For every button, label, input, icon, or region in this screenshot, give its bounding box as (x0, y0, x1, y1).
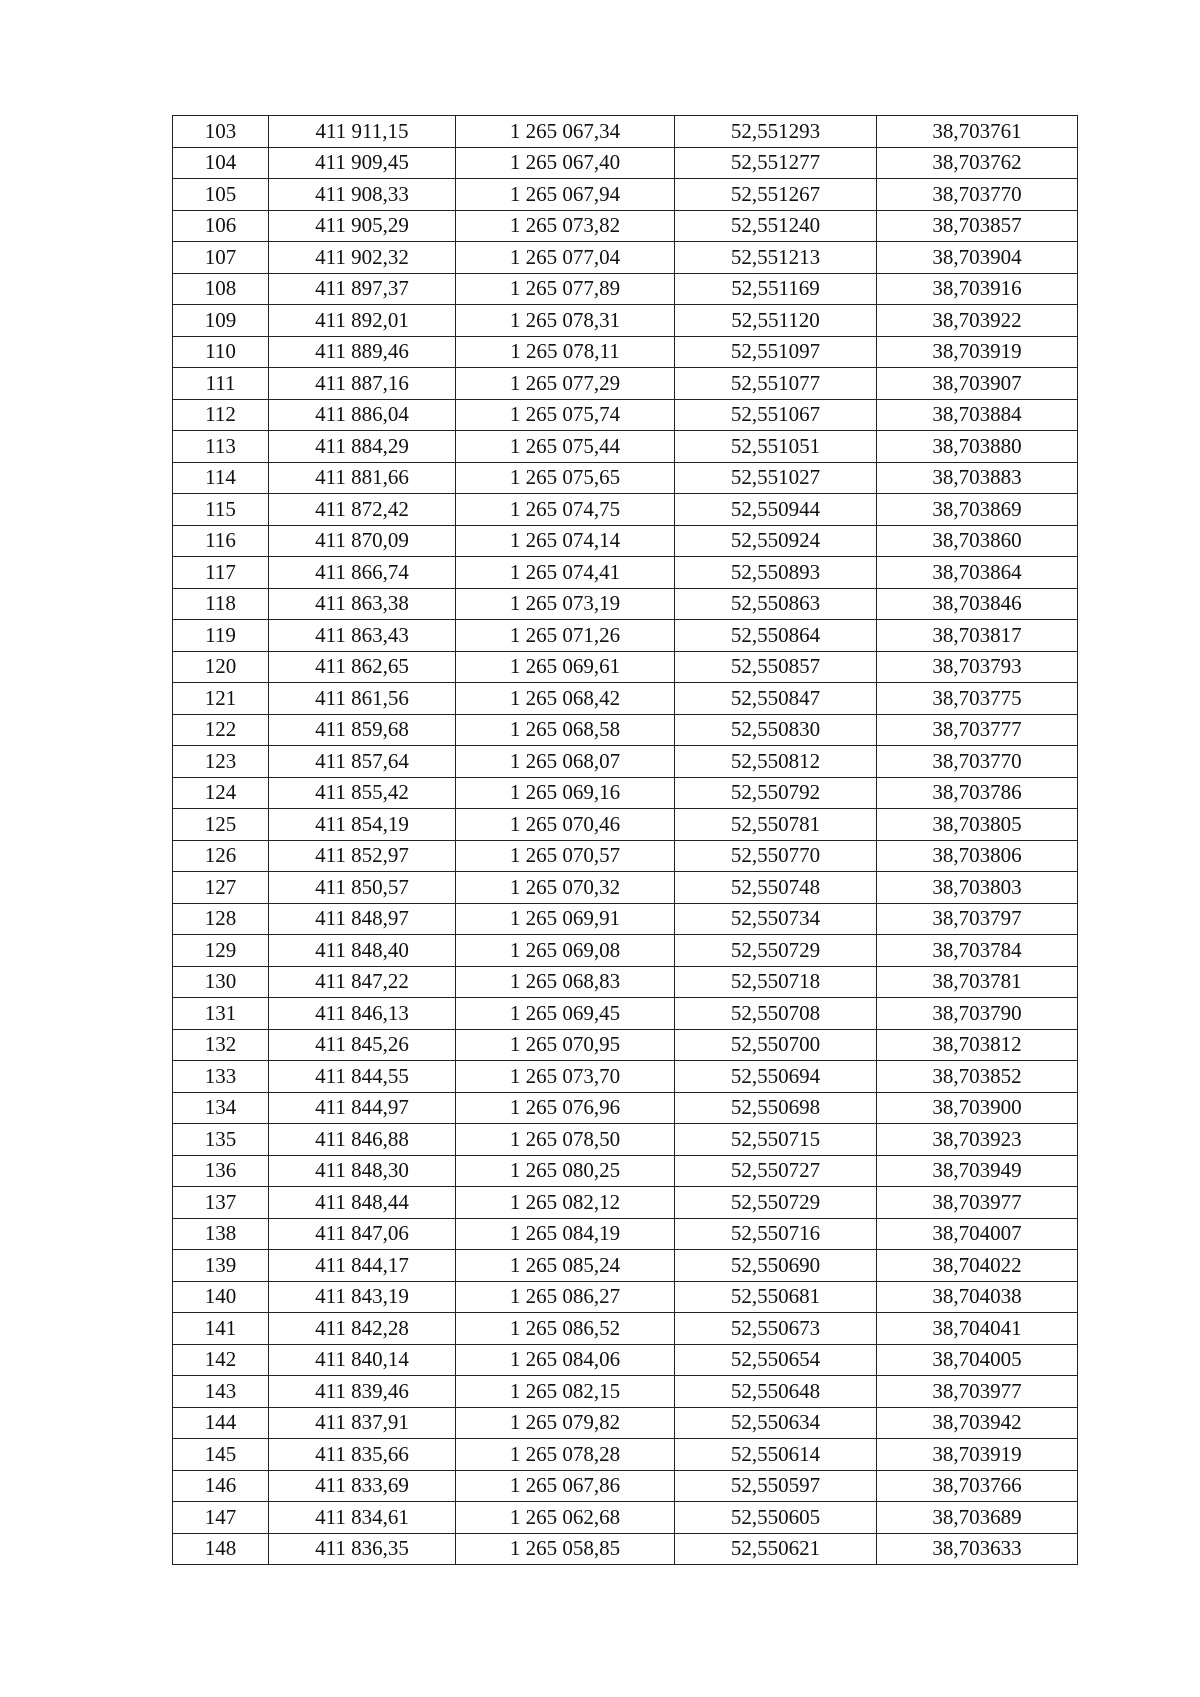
latitude-cell: 52,550673 (675, 1313, 877, 1345)
y-coordinate-cell: 1 265 076,96 (456, 1092, 675, 1124)
table-row (173, 1470, 1078, 1502)
longitude-cell: 38,703803 (877, 872, 1078, 904)
y-coordinate-cell: 1 265 078,50 (456, 1124, 675, 1156)
x-coordinate-cell: 411 844,97 (269, 1092, 456, 1124)
table-row (173, 998, 1078, 1030)
x-coordinate-cell: 411 892,01 (269, 305, 456, 337)
point-number-cell: 142 (173, 1344, 269, 1376)
x-coordinate-cell: 411 845,26 (269, 1029, 456, 1061)
point-number-cell: 139 (173, 1250, 269, 1282)
point-number-cell: 115 (173, 494, 269, 526)
x-coordinate-cell: 411 862,65 (269, 651, 456, 683)
x-coordinate-cell: 411 848,44 (269, 1187, 456, 1219)
table-row (173, 1029, 1078, 1061)
point-number-cell: 140 (173, 1281, 269, 1313)
latitude-cell: 52,551097 (675, 336, 877, 368)
y-coordinate-cell: 1 265 068,58 (456, 714, 675, 746)
longitude-cell: 38,703770 (877, 746, 1078, 778)
latitude-cell: 52,550621 (675, 1533, 877, 1565)
latitude-cell: 52,550690 (675, 1250, 877, 1282)
point-number-cell: 131 (173, 998, 269, 1030)
longitude-cell: 38,703949 (877, 1155, 1078, 1187)
longitude-cell: 38,703805 (877, 809, 1078, 841)
point-number-cell: 146 (173, 1470, 269, 1502)
x-coordinate-cell: 411 842,28 (269, 1313, 456, 1345)
longitude-cell: 38,703775 (877, 683, 1078, 715)
point-number-cell: 103 (173, 116, 269, 148)
longitude-cell: 38,703852 (877, 1061, 1078, 1093)
x-coordinate-cell: 411 835,66 (269, 1439, 456, 1471)
y-coordinate-cell: 1 265 071,26 (456, 620, 675, 652)
longitude-cell: 38,703817 (877, 620, 1078, 652)
x-coordinate-cell: 411 889,46 (269, 336, 456, 368)
point-number-cell: 122 (173, 714, 269, 746)
point-number-cell: 134 (173, 1092, 269, 1124)
x-coordinate-cell: 411 908,33 (269, 179, 456, 211)
longitude-cell: 38,703916 (877, 273, 1078, 305)
point-number-cell: 148 (173, 1533, 269, 1565)
point-number-cell: 133 (173, 1061, 269, 1093)
latitude-cell: 52,551240 (675, 210, 877, 242)
point-number-cell: 126 (173, 840, 269, 872)
latitude-cell: 52,550708 (675, 998, 877, 1030)
latitude-cell: 52,550715 (675, 1124, 877, 1156)
y-coordinate-cell: 1 265 070,57 (456, 840, 675, 872)
table-row (173, 1439, 1078, 1471)
table-row (173, 777, 1078, 809)
table-row (173, 872, 1078, 904)
x-coordinate-cell: 411 866,74 (269, 557, 456, 589)
latitude-cell: 52,550748 (675, 872, 877, 904)
point-number-cell: 138 (173, 1218, 269, 1250)
longitude-cell: 38,703786 (877, 777, 1078, 809)
latitude-cell: 52,550944 (675, 494, 877, 526)
x-coordinate-cell: 411 848,97 (269, 903, 456, 935)
latitude-cell: 52,550681 (675, 1281, 877, 1313)
table-row (173, 1344, 1078, 1376)
y-coordinate-cell: 1 265 084,06 (456, 1344, 675, 1376)
point-number-cell: 125 (173, 809, 269, 841)
point-number-cell: 110 (173, 336, 269, 368)
latitude-cell: 52,550729 (675, 1187, 877, 1219)
longitude-cell: 38,703761 (877, 116, 1078, 148)
longitude-cell: 38,703633 (877, 1533, 1078, 1565)
y-coordinate-cell: 1 265 070,46 (456, 809, 675, 841)
latitude-cell: 52,551213 (675, 242, 877, 274)
point-number-cell: 113 (173, 431, 269, 463)
y-coordinate-cell: 1 265 067,40 (456, 147, 675, 179)
table-row (173, 1124, 1078, 1156)
longitude-cell: 38,703781 (877, 966, 1078, 998)
y-coordinate-cell: 1 265 080,25 (456, 1155, 675, 1187)
coordinates-table (172, 115, 1078, 1565)
table-row (173, 1187, 1078, 1219)
table-row (173, 809, 1078, 841)
point-number-cell: 118 (173, 588, 269, 620)
longitude-cell: 38,703806 (877, 840, 1078, 872)
y-coordinate-cell: 1 265 068,07 (456, 746, 675, 778)
point-number-cell: 116 (173, 525, 269, 557)
latitude-cell: 52,550700 (675, 1029, 877, 1061)
table-row (173, 1061, 1078, 1093)
y-coordinate-cell: 1 265 086,52 (456, 1313, 675, 1345)
table-row (173, 1376, 1078, 1408)
table-row (173, 210, 1078, 242)
point-number-cell: 132 (173, 1029, 269, 1061)
latitude-cell: 52,550727 (675, 1155, 877, 1187)
point-number-cell: 147 (173, 1502, 269, 1534)
x-coordinate-cell: 411 844,17 (269, 1250, 456, 1282)
y-coordinate-cell: 1 265 079,82 (456, 1407, 675, 1439)
y-coordinate-cell: 1 265 067,34 (456, 116, 675, 148)
y-coordinate-cell: 1 265 074,14 (456, 525, 675, 557)
y-coordinate-cell: 1 265 086,27 (456, 1281, 675, 1313)
table-row (173, 1092, 1078, 1124)
point-number-cell: 107 (173, 242, 269, 274)
y-coordinate-cell: 1 265 067,94 (456, 179, 675, 211)
longitude-cell: 38,704038 (877, 1281, 1078, 1313)
x-coordinate-cell: 411 846,13 (269, 998, 456, 1030)
longitude-cell: 38,703812 (877, 1029, 1078, 1061)
x-coordinate-cell: 411 887,16 (269, 368, 456, 400)
latitude-cell: 52,550648 (675, 1376, 877, 1408)
y-coordinate-cell: 1 265 078,31 (456, 305, 675, 337)
x-coordinate-cell: 411 886,04 (269, 399, 456, 431)
y-coordinate-cell: 1 265 084,19 (456, 1218, 675, 1250)
longitude-cell: 38,703864 (877, 557, 1078, 589)
point-number-cell: 119 (173, 620, 269, 652)
table-row (173, 840, 1078, 872)
table-row (173, 1502, 1078, 1534)
y-coordinate-cell: 1 265 062,68 (456, 1502, 675, 1534)
x-coordinate-cell: 411 909,45 (269, 147, 456, 179)
table-row (173, 1250, 1078, 1282)
latitude-cell: 52,550857 (675, 651, 877, 683)
y-coordinate-cell: 1 265 068,42 (456, 683, 675, 715)
y-coordinate-cell: 1 265 075,65 (456, 462, 675, 494)
longitude-cell: 38,703880 (877, 431, 1078, 463)
x-coordinate-cell: 411 884,29 (269, 431, 456, 463)
table-row (173, 903, 1078, 935)
y-coordinate-cell: 1 265 070,95 (456, 1029, 675, 1061)
table-row (173, 525, 1078, 557)
longitude-cell: 38,703919 (877, 1439, 1078, 1471)
y-coordinate-cell: 1 265 077,04 (456, 242, 675, 274)
point-number-cell: 105 (173, 179, 269, 211)
latitude-cell: 52,550634 (675, 1407, 877, 1439)
y-coordinate-cell: 1 265 068,83 (456, 966, 675, 998)
table-row (173, 462, 1078, 494)
longitude-cell: 38,703977 (877, 1376, 1078, 1408)
longitude-cell: 38,703846 (877, 588, 1078, 620)
latitude-cell: 52,550698 (675, 1092, 877, 1124)
latitude-cell: 52,550924 (675, 525, 877, 557)
x-coordinate-cell: 411 833,69 (269, 1470, 456, 1502)
point-number-cell: 135 (173, 1124, 269, 1156)
y-coordinate-cell: 1 265 058,85 (456, 1533, 675, 1565)
table-row (173, 683, 1078, 715)
longitude-cell: 38,703797 (877, 903, 1078, 935)
y-coordinate-cell: 1 265 069,16 (456, 777, 675, 809)
x-coordinate-cell: 411 863,43 (269, 620, 456, 652)
table-row (173, 1155, 1078, 1187)
point-number-cell: 143 (173, 1376, 269, 1408)
table-row (173, 651, 1078, 683)
point-number-cell: 145 (173, 1439, 269, 1471)
point-number-cell: 123 (173, 746, 269, 778)
longitude-cell: 38,703907 (877, 368, 1078, 400)
longitude-cell: 38,703922 (877, 305, 1078, 337)
table-row (173, 336, 1078, 368)
point-number-cell: 108 (173, 273, 269, 305)
latitude-cell: 52,551267 (675, 179, 877, 211)
y-coordinate-cell: 1 265 069,61 (456, 651, 675, 683)
longitude-cell: 38,703884 (877, 399, 1078, 431)
longitude-cell: 38,703762 (877, 147, 1078, 179)
longitude-cell: 38,703923 (877, 1124, 1078, 1156)
latitude-cell: 52,550864 (675, 620, 877, 652)
x-coordinate-cell: 411 859,68 (269, 714, 456, 746)
y-coordinate-cell: 1 265 073,82 (456, 210, 675, 242)
point-number-cell: 117 (173, 557, 269, 589)
y-coordinate-cell: 1 265 069,91 (456, 903, 675, 935)
x-coordinate-cell: 411 863,38 (269, 588, 456, 620)
table-row (173, 1218, 1078, 1250)
longitude-cell: 38,703900 (877, 1092, 1078, 1124)
point-number-cell: 114 (173, 462, 269, 494)
latitude-cell: 52,550830 (675, 714, 877, 746)
y-coordinate-cell: 1 265 075,44 (456, 431, 675, 463)
table-row (173, 273, 1078, 305)
latitude-cell: 52,550770 (675, 840, 877, 872)
point-number-cell: 112 (173, 399, 269, 431)
latitude-cell: 52,551169 (675, 273, 877, 305)
point-number-cell: 141 (173, 1313, 269, 1345)
latitude-cell: 52,550734 (675, 903, 877, 935)
point-number-cell: 121 (173, 683, 269, 715)
longitude-cell: 38,703777 (877, 714, 1078, 746)
y-coordinate-cell: 1 265 073,70 (456, 1061, 675, 1093)
point-number-cell: 111 (173, 368, 269, 400)
latitude-cell: 52,550614 (675, 1439, 877, 1471)
longitude-cell: 38,703942 (877, 1407, 1078, 1439)
x-coordinate-cell: 411 847,06 (269, 1218, 456, 1250)
x-coordinate-cell: 411 839,46 (269, 1376, 456, 1408)
x-coordinate-cell: 411 852,97 (269, 840, 456, 872)
longitude-cell: 38,704041 (877, 1313, 1078, 1345)
table-row (173, 714, 1078, 746)
point-number-cell: 124 (173, 777, 269, 809)
table-row (173, 1407, 1078, 1439)
longitude-cell: 38,703790 (877, 998, 1078, 1030)
longitude-cell: 38,703766 (877, 1470, 1078, 1502)
latitude-cell: 52,551027 (675, 462, 877, 494)
longitude-cell: 38,704005 (877, 1344, 1078, 1376)
longitude-cell: 38,703784 (877, 935, 1078, 967)
point-number-cell: 130 (173, 966, 269, 998)
latitude-cell: 52,551051 (675, 431, 877, 463)
table-row (173, 1281, 1078, 1313)
table-row (173, 935, 1078, 967)
y-coordinate-cell: 1 265 074,75 (456, 494, 675, 526)
x-coordinate-cell: 411 911,15 (269, 116, 456, 148)
y-coordinate-cell: 1 265 085,24 (456, 1250, 675, 1282)
longitude-cell: 38,704022 (877, 1250, 1078, 1282)
x-coordinate-cell: 411 843,19 (269, 1281, 456, 1313)
y-coordinate-cell: 1 265 069,08 (456, 935, 675, 967)
latitude-cell: 52,550812 (675, 746, 877, 778)
point-number-cell: 106 (173, 210, 269, 242)
table-row (173, 966, 1078, 998)
point-number-cell: 129 (173, 935, 269, 967)
latitude-cell: 52,550654 (675, 1344, 877, 1376)
x-coordinate-cell: 411 846,88 (269, 1124, 456, 1156)
table-row (173, 557, 1078, 589)
point-number-cell: 128 (173, 903, 269, 935)
point-number-cell: 120 (173, 651, 269, 683)
y-coordinate-cell: 1 265 078,28 (456, 1439, 675, 1471)
latitude-cell: 52,550893 (675, 557, 877, 589)
table-row (173, 368, 1078, 400)
table-row (173, 305, 1078, 337)
x-coordinate-cell: 411 850,57 (269, 872, 456, 904)
latitude-cell: 52,551277 (675, 147, 877, 179)
table-row (173, 620, 1078, 652)
latitude-cell: 52,550716 (675, 1218, 877, 1250)
y-coordinate-cell: 1 265 075,74 (456, 399, 675, 431)
table-row (173, 1313, 1078, 1345)
table-row (173, 179, 1078, 211)
latitude-cell: 52,551077 (675, 368, 877, 400)
x-coordinate-cell: 411 844,55 (269, 1061, 456, 1093)
point-number-cell: 109 (173, 305, 269, 337)
latitude-cell: 52,550597 (675, 1470, 877, 1502)
point-number-cell: 136 (173, 1155, 269, 1187)
x-coordinate-cell: 411 848,30 (269, 1155, 456, 1187)
point-number-cell: 127 (173, 872, 269, 904)
point-number-cell: 137 (173, 1187, 269, 1219)
latitude-cell: 52,550605 (675, 1502, 877, 1534)
coordinates-table-body (173, 116, 1078, 1565)
x-coordinate-cell: 411 870,09 (269, 525, 456, 557)
x-coordinate-cell: 411 897,37 (269, 273, 456, 305)
longitude-cell: 38,704007 (877, 1218, 1078, 1250)
latitude-cell: 52,550729 (675, 935, 877, 967)
table-row (173, 116, 1078, 148)
y-coordinate-cell: 1 265 082,15 (456, 1376, 675, 1408)
latitude-cell: 52,550863 (675, 588, 877, 620)
table-row (173, 1533, 1078, 1565)
longitude-cell: 38,703857 (877, 210, 1078, 242)
x-coordinate-cell: 411 840,14 (269, 1344, 456, 1376)
longitude-cell: 38,703869 (877, 494, 1078, 526)
x-coordinate-cell: 411 847,22 (269, 966, 456, 998)
x-coordinate-cell: 411 857,64 (269, 746, 456, 778)
x-coordinate-cell: 411 834,61 (269, 1502, 456, 1534)
table-row (173, 431, 1078, 463)
y-coordinate-cell: 1 265 073,19 (456, 588, 675, 620)
table-row (173, 399, 1078, 431)
point-number-cell: 144 (173, 1407, 269, 1439)
latitude-cell: 52,550792 (675, 777, 877, 809)
y-coordinate-cell: 1 265 077,29 (456, 368, 675, 400)
longitude-cell: 38,703689 (877, 1502, 1078, 1534)
x-coordinate-cell: 411 861,56 (269, 683, 456, 715)
longitude-cell: 38,703904 (877, 242, 1078, 274)
latitude-cell: 52,550694 (675, 1061, 877, 1093)
longitude-cell: 38,703977 (877, 1187, 1078, 1219)
x-coordinate-cell: 411 836,35 (269, 1533, 456, 1565)
longitude-cell: 38,703883 (877, 462, 1078, 494)
y-coordinate-cell: 1 265 077,89 (456, 273, 675, 305)
table-row (173, 147, 1078, 179)
latitude-cell: 52,550718 (675, 966, 877, 998)
x-coordinate-cell: 411 848,40 (269, 935, 456, 967)
longitude-cell: 38,703860 (877, 525, 1078, 557)
longitude-cell: 38,703793 (877, 651, 1078, 683)
point-number-cell: 104 (173, 147, 269, 179)
longitude-cell: 38,703919 (877, 336, 1078, 368)
longitude-cell: 38,703770 (877, 179, 1078, 211)
table-row (173, 746, 1078, 778)
y-coordinate-cell: 1 265 082,12 (456, 1187, 675, 1219)
latitude-cell: 52,550847 (675, 683, 877, 715)
x-coordinate-cell: 411 881,66 (269, 462, 456, 494)
x-coordinate-cell: 411 855,42 (269, 777, 456, 809)
table-row (173, 494, 1078, 526)
latitude-cell: 52,551120 (675, 305, 877, 337)
y-coordinate-cell: 1 265 067,86 (456, 1470, 675, 1502)
x-coordinate-cell: 411 872,42 (269, 494, 456, 526)
latitude-cell: 52,551067 (675, 399, 877, 431)
y-coordinate-cell: 1 265 070,32 (456, 872, 675, 904)
x-coordinate-cell: 411 854,19 (269, 809, 456, 841)
x-coordinate-cell: 411 837,91 (269, 1407, 456, 1439)
x-coordinate-cell: 411 905,29 (269, 210, 456, 242)
table-row (173, 242, 1078, 274)
latitude-cell: 52,551293 (675, 116, 877, 148)
x-coordinate-cell: 411 902,32 (269, 242, 456, 274)
table-row (173, 588, 1078, 620)
y-coordinate-cell: 1 265 074,41 (456, 557, 675, 589)
y-coordinate-cell: 1 265 078,11 (456, 336, 675, 368)
y-coordinate-cell: 1 265 069,45 (456, 998, 675, 1030)
latitude-cell: 52,550781 (675, 809, 877, 841)
